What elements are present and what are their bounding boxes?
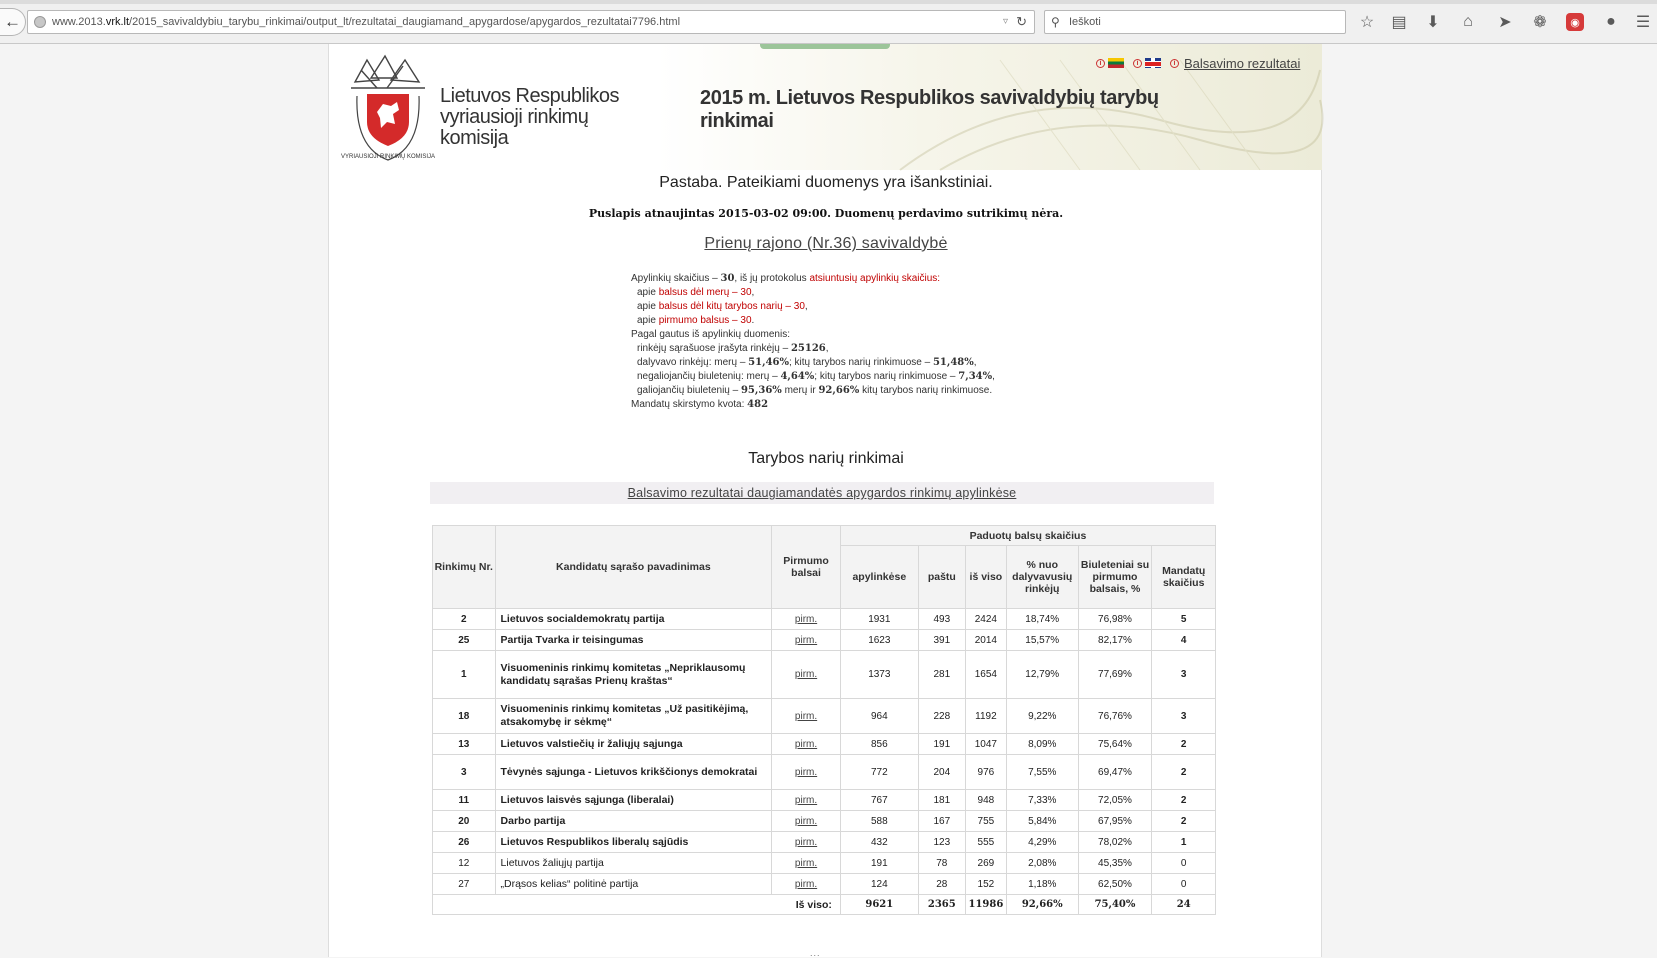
cell-name: Lietuvos laisvės sąjunga (liberalai) — [495, 790, 772, 811]
table-row — [433, 874, 1216, 895]
preference-votes-link[interactable]: pirm. — [794, 878, 818, 890]
preference-votes-link[interactable]: pirm. — [794, 836, 818, 848]
cell-apyl: 1931 — [840, 609, 918, 630]
stats-line: Apylinkių skaičius – 30, iš jų protokolus atsiuntusių apylinkių skaičius: — [631, 273, 941, 284]
update-timestamp: Puslapis atnaujintas 2015-03-02 09:00. Duomenų perdavimo sutrikimų nėra. — [588, 207, 1064, 220]
cell-pct: 5,84% — [1006, 811, 1078, 832]
cell-pirm — [772, 699, 841, 734]
table-row — [433, 790, 1216, 811]
cell-visi: 755 — [965, 811, 1006, 832]
cell-pct: 18,74% — [1006, 609, 1078, 630]
menu-icon[interactable]: ☰ — [1635, 14, 1651, 31]
results-band-link[interactable]: Balsavimo rezultatai daugiamandatės apygardos rinkimų apylinkėse — [627, 486, 1017, 500]
info-icon[interactable]: i — [1096, 59, 1105, 68]
cell-biul: 82,17% — [1078, 630, 1152, 651]
globe-icon — [34, 16, 46, 28]
cell-biul: 69,47% — [1078, 755, 1152, 790]
cell-mand: 2 — [1152, 734, 1216, 755]
cell-apyl: 432 — [840, 832, 918, 853]
cell-biul: 62,50% — [1078, 874, 1152, 895]
cell-pirm — [772, 755, 841, 790]
table-row — [433, 853, 1216, 874]
site-title: 2015 m. Lietuvos Respublikos savivaldybių tarybų rinkimai — [700, 87, 1159, 132]
preference-votes-link[interactable]: pirm. — [794, 794, 818, 806]
stats-line: Mandatų skirstymo kvota: 482 — [631, 399, 769, 410]
info-icon[interactable]: i — [1170, 59, 1179, 68]
cell-biul: 75,64% — [1078, 734, 1152, 755]
stats-line: Pagal gautus iš apylinkių duomenis: — [631, 329, 790, 340]
cell-nr: 25 — [433, 630, 496, 651]
total-apyl: 9621 — [840, 895, 918, 915]
cell-name: Partija Tvarka ir teisingumas — [495, 630, 772, 651]
preference-votes-link[interactable]: pirm. — [794, 738, 818, 750]
cell-pct: 1,18% — [1006, 874, 1078, 895]
cell-mand: 3 — [1152, 651, 1216, 699]
cell-pct: 15,57% — [1006, 630, 1078, 651]
cell-nr: 27 — [433, 874, 496, 895]
url-bar[interactable] — [27, 10, 1035, 34]
table-row — [433, 755, 1216, 790]
cell-visi: 2424 — [965, 609, 1006, 630]
cell-nr: 13 — [433, 734, 496, 755]
cell-name: Lietuvos Respublikos liberalų sąjūdis — [495, 832, 772, 853]
cell-name: Lietuvos valstiečių ir žaliųjų sąjunga — [495, 734, 772, 755]
election-statistics — [631, 272, 1051, 412]
cell-biul: 77,69% — [1078, 651, 1152, 699]
results-band — [430, 482, 1214, 504]
cell-visi: 948 — [965, 790, 1006, 811]
cell-pirm — [772, 853, 841, 874]
language-bar — [1096, 54, 1300, 72]
cell-visi: 269 — [965, 853, 1006, 874]
cell-apyl: 856 — [840, 734, 918, 755]
cell-pastu: 167 — [918, 811, 965, 832]
send-icon[interactable]: ➤ — [1498, 14, 1512, 31]
total-pastu: 2365 — [918, 895, 965, 915]
bookmark-star-icon[interactable]: ☆ — [1359, 14, 1375, 31]
reading-list-icon[interactable]: ▤ — [1391, 14, 1407, 31]
table-row — [433, 630, 1216, 651]
cell-apyl: 1623 — [840, 630, 918, 651]
cell-mand: 4 — [1152, 630, 1216, 651]
cell-visi: 1654 — [965, 651, 1006, 699]
total-visi: 11986 — [965, 895, 1006, 915]
org-name-line2: vyriausioji rinkimų komisija — [440, 106, 589, 149]
cell-pirm — [772, 874, 841, 895]
extension-icon[interactable]: ❁ — [1533, 14, 1547, 31]
cell-pirm — [772, 811, 841, 832]
cell-mand: 5 — [1152, 609, 1216, 630]
table-row — [433, 699, 1216, 734]
cell-apyl: 191 — [840, 853, 918, 874]
cell-visi: 152 — [965, 874, 1006, 895]
cell-nr: 2 — [433, 609, 496, 630]
cell-nr: 26 — [433, 832, 496, 853]
cell-nr: 11 — [433, 790, 496, 811]
preference-votes-link[interactable]: pirm. — [794, 766, 818, 778]
cell-apyl: 772 — [840, 755, 918, 790]
preference-votes-link[interactable]: pirm. — [794, 669, 818, 680]
results-table — [432, 525, 1216, 915]
cell-nr: 12 — [433, 853, 496, 874]
table-row — [433, 832, 1216, 853]
table-total-row — [433, 895, 1216, 915]
info-icon[interactable]: i — [1133, 59, 1142, 68]
cell-mand: 2 — [1152, 790, 1216, 811]
col-header-group: Paduotų balsų skaičius — [840, 526, 1215, 546]
english-flag-icon[interactable] — [1145, 58, 1161, 68]
browser-toolbar — [0, 0, 1657, 44]
lithuanian-flag-icon[interactable] — [1108, 58, 1124, 68]
cell-nr: 20 — [433, 811, 496, 832]
cell-pirm — [772, 651, 841, 699]
preference-votes-link[interactable]: pirm. — [794, 634, 818, 646]
cell-apyl: 124 — [840, 874, 918, 895]
search-placeholder: Ieškoti — [1069, 16, 1101, 28]
cell-apyl: 588 — [840, 811, 918, 832]
cell-biul: 76,98% — [1078, 609, 1152, 630]
col-header-pct: % nuo dalyvavusių rinkėjų — [1006, 546, 1078, 609]
preference-votes-link[interactable]: pirm. — [794, 815, 818, 827]
cell-name: Tėvynės sąjunga - Lietuvos krikščionys demokratai — [495, 755, 772, 790]
results-table-body — [433, 609, 1216, 915]
cell-mand: 2 — [1152, 811, 1216, 832]
cell-pastu: 28 — [918, 874, 965, 895]
cell-apyl: 1373 — [840, 651, 918, 699]
col-header-name: Kandidatų sąrašo pavadinimas — [495, 526, 772, 609]
tab-strip — [0, 0, 1657, 4]
preference-votes-link[interactable]: pirm. — [794, 613, 818, 625]
stats-line: apie balsus dėl merų – 30, — [637, 287, 755, 298]
cell-pastu: 281 — [918, 651, 965, 699]
reload-icon[interactable]: ↻ — [1016, 14, 1027, 29]
cell-pirm — [772, 790, 841, 811]
cell-mand: 3 — [1152, 699, 1216, 734]
cell-mand: 0 — [1152, 853, 1216, 874]
cell-name: Visuomeninis rinkimų komitetas „Nepriklausomų kandidatų sąrašas Prienų kraštas“ — [495, 651, 772, 699]
stats-line: negaliojančių biuletenių: merų – 4,64%; kitų tarybos narių rinkimuose – 7,34%, — [637, 371, 995, 382]
download-icon[interactable]: ⬇ — [1426, 14, 1440, 31]
cell-visi: 1047 — [965, 734, 1006, 755]
cell-visi: 2014 — [965, 630, 1006, 651]
url-prefix: www.2013. — [52, 16, 106, 28]
table-row — [433, 811, 1216, 832]
url-domain: vrk.lt — [105, 16, 130, 28]
cell-pirm — [772, 734, 841, 755]
green-tab — [760, 44, 890, 49]
stats-line: apie balsus dėl kitų tarybos narių – 30, — [637, 301, 808, 312]
cell-name: Lietuvos socialdemokratų partija — [495, 609, 772, 630]
cell-pct: 4,29% — [1006, 832, 1078, 853]
url-dropdown-icon[interactable]: ▿ — [1002, 16, 1008, 27]
cell-pastu: 78 — [918, 853, 965, 874]
cell-mand: 0 — [1152, 874, 1216, 895]
chat-icon[interactable]: ● — [1606, 13, 1616, 30]
logo-text: VYRIAUSIOJI RINKIMŲ KOMISIJA — [340, 154, 436, 160]
cell-biul: 72,05% — [1078, 790, 1152, 811]
col-header-apyl: apylinkėse — [840, 546, 918, 609]
cell-pct: 2,08% — [1006, 853, 1078, 874]
col-header-pirm: Pirmumo balsai — [772, 526, 841, 609]
cell-pastu: 191 — [918, 734, 965, 755]
cell-pastu: 123 — [918, 832, 965, 853]
addon-red-icon[interactable]: ◉ — [1566, 13, 1584, 31]
total-biul: 75,40% — [1078, 895, 1152, 915]
council-elections-title: Tarybos narių rinkimai — [748, 450, 904, 467]
total-pct: 92,66% — [1006, 895, 1078, 915]
cell-apyl: 767 — [840, 790, 918, 811]
cell-pct: 7,55% — [1006, 755, 1078, 790]
home-icon[interactable]: ⌂ — [1463, 13, 1473, 30]
cell-biul: 45,35% — [1078, 853, 1152, 874]
cell-pct: 9,22% — [1006, 699, 1078, 734]
cell-pastu: 391 — [918, 630, 965, 651]
stats-line: dalyvavo rinkėjų: merų – 51,46%; kitų tarybos narių rinkimuose – 51,48%, — [637, 357, 977, 368]
cell-pirm — [772, 630, 841, 651]
search-bar[interactable] — [1044, 10, 1346, 34]
table-row — [433, 734, 1216, 755]
cell-mand: 1 — [1152, 832, 1216, 853]
url-path: /2015_savivaldybiu_tarybu_rinkimai/output_lt/rezultatai_daugiamand_apygardose/apygardos_rezultatai7796.html — [129, 16, 681, 28]
cell-nr: 3 — [433, 755, 496, 790]
cell-visi: 1192 — [965, 699, 1006, 734]
cell-mand: 2 — [1152, 755, 1216, 790]
cell-pastu: 228 — [918, 699, 965, 734]
vrk-logo — [340, 52, 436, 164]
cell-visi: 976 — [965, 755, 1006, 790]
cell-name: Darbo partija — [495, 811, 772, 832]
cell-biul: 76,76% — [1078, 699, 1152, 734]
cell-nr: 1 — [433, 651, 496, 699]
back-arrow-icon: ← — [4, 12, 21, 31]
preference-votes-link[interactable]: pirm. — [794, 710, 818, 722]
search-icon: ⚲ — [1051, 15, 1060, 29]
preliminary-note: Pastaba. Pateikiami duomenys yra išankstiniai. — [659, 174, 993, 191]
organization-name — [440, 86, 660, 149]
org-name-line1: Lietuvos Respublikos — [440, 85, 619, 107]
stats-line: apie pirmumo balsus – 30. — [637, 315, 755, 326]
preference-votes-link[interactable]: pirm. — [794, 857, 818, 869]
col-header-visi: iš viso — [965, 546, 1006, 609]
cell-apyl: 964 — [840, 699, 918, 734]
cell-pct: 8,09% — [1006, 734, 1078, 755]
stats-line: rinkėjų sąrašuose įrašyta rinkėjų – 25126, — [637, 343, 829, 354]
cell-name: Visuomeninis rinkimų komitetas „Už pasitikėjimą, atsakomybę ir sėkmę“ — [495, 699, 772, 734]
table-row — [433, 651, 1216, 699]
cell-pct: 7,33% — [1006, 790, 1078, 811]
col-header-nr: Rinkimų Nr. — [433, 526, 496, 609]
cell-pirm — [772, 832, 841, 853]
total-mand: 24 — [1152, 895, 1216, 915]
municipality-title[interactable] — [330, 235, 1322, 253]
cell-biul: 67,95% — [1078, 811, 1152, 832]
col-header-biul: Biuleteniai su pirmumo balsais, % — [1078, 546, 1152, 609]
cell-name: Lietuvos žaliųjų partija — [495, 853, 772, 874]
results-table-wrapper — [432, 525, 1216, 915]
back-button[interactable] — [0, 8, 26, 36]
stats-line: galiojančių biuletenių – 95,36% merų ir 92,66% kitų tarybos narių rinkimuose. — [637, 385, 993, 396]
page-continues: ... — [810, 948, 821, 958]
cell-pastu: 204 — [918, 755, 965, 790]
total-label: Iš viso: — [433, 895, 841, 915]
cell-visi: 555 — [965, 832, 1006, 853]
col-header-mand: Mandatų skaičius — [1152, 546, 1216, 609]
cell-biul: 78,02% — [1078, 832, 1152, 853]
col-header-pastu: paštu — [918, 546, 965, 609]
table-row — [433, 609, 1216, 630]
voting-results-link[interactable]: Balsavimo rezultatai — [1184, 55, 1301, 71]
cell-pct: 12,79% — [1006, 651, 1078, 699]
cell-pirm — [772, 609, 841, 630]
cell-name: „Drąsos kelias“ politinė partija — [495, 874, 772, 895]
municipality-link[interactable]: Prienų rajono (Nr.36) savivaldybė — [704, 235, 948, 252]
cell-pastu: 493 — [918, 609, 965, 630]
cell-nr: 18 — [433, 699, 496, 734]
cell-pastu: 181 — [918, 790, 965, 811]
